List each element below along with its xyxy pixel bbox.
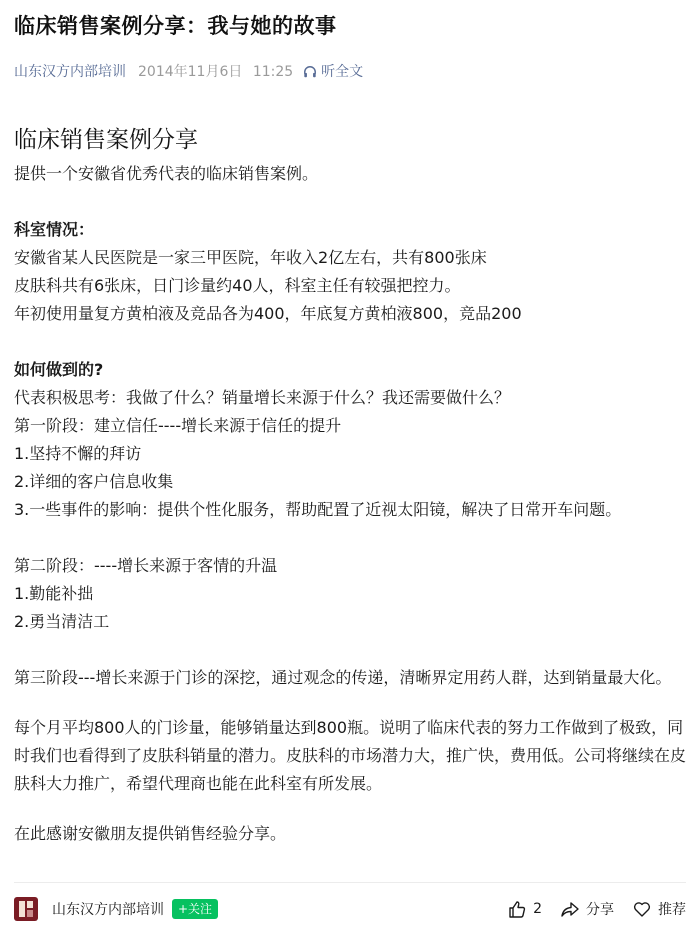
section-title-how: 如何做到的?: [14, 360, 104, 379]
listen-button[interactable]: [303, 62, 363, 82]
recommend-button[interactable]: [632, 899, 686, 919]
stage2-line: 2.勇当清洁工: [14, 612, 110, 631]
footer-account-name[interactable]: 山东汉方内部培训: [52, 902, 164, 918]
department-line: 安徽省某人民医院是一家三甲医院，年收入2亿左右，共有800张床: [14, 248, 487, 267]
share-label: 分享: [586, 902, 614, 918]
stage2-line: 1.勤能补拙: [14, 584, 94, 603]
stage2-line: 第二阶段：----增长来源于客情的升温: [14, 556, 278, 575]
stage3-paragraph: 第三阶段---增长来源于门诊的深挖，通过观念的传递，清晰界定用药人群，达到销量最大化。: [14, 668, 672, 687]
publish-date-day: 2014年11月6日: [138, 64, 243, 80]
summary-paragraph: 每个月平均800人的门诊量，能够销量达到800瓶。说明了临床代表的努力工作做到了极致，同时我们也看得到了皮肤科销量的潜力。皮肤科的市场潜力大，推广快，费用低。公司将继续在皮肤科大力推广，希望代理商也能在此科室有所发展。: [14, 718, 687, 793]
how-line: 代表积极思考：我做了什么？销量增长来源于什么？我还需要做什么？: [14, 388, 511, 407]
like-count: 2: [533, 901, 542, 917]
footer-actions: [489, 899, 686, 919]
how-line: 2.详细的客户信息收集: [14, 472, 174, 491]
thumbs-up-icon: [507, 899, 527, 919]
article-body: [14, 124, 686, 848]
intro-text: 提供一个安徽省优秀代表的临床销售案例。: [14, 164, 319, 183]
account-link[interactable]: 山东汉方内部培训: [14, 64, 126, 80]
article-title: 临床销售案例分享：我与她的故事: [14, 14, 337, 38]
how-line: 第一阶段：建立信任----增长来源于信任的提升: [14, 416, 342, 435]
article-meta: [14, 62, 686, 82]
share-icon: [560, 899, 580, 919]
follow-button[interactable]: +关注: [172, 899, 218, 919]
account-avatar[interactable]: [14, 897, 38, 921]
thanks-paragraph: 在此感谢安徽朋友提供销售经验分享。: [14, 824, 287, 843]
how-line: 1.坚持不懈的拜访: [14, 444, 142, 463]
article-footer: [14, 882, 686, 935]
publish-date: [138, 62, 293, 82]
how-line: 3.一些事件的影响：提供个性化服务，帮助配置了近视太阳镜，解决了日常开车问题。: [14, 500, 622, 519]
share-button[interactable]: [560, 899, 614, 919]
department-line: 皮肤科共有6张床，日门诊量约40人，科室主任有较强把控力。: [14, 276, 461, 295]
listen-label: 听全文: [321, 64, 364, 80]
department-line: 年初使用量复方黄柏液及竞品各为400，年底复方黄柏液800，竞品200: [14, 304, 522, 323]
content-heading: 临床销售案例分享: [14, 127, 198, 153]
recommend-label: 推荐: [658, 902, 686, 918]
headphones-icon: [303, 65, 317, 79]
heart-icon: [632, 899, 652, 919]
publish-date-time: 11:25: [252, 64, 294, 80]
section-title-department: 科室情况：: [14, 220, 95, 239]
like-button[interactable]: [507, 899, 542, 919]
article-header: [14, 12, 686, 82]
